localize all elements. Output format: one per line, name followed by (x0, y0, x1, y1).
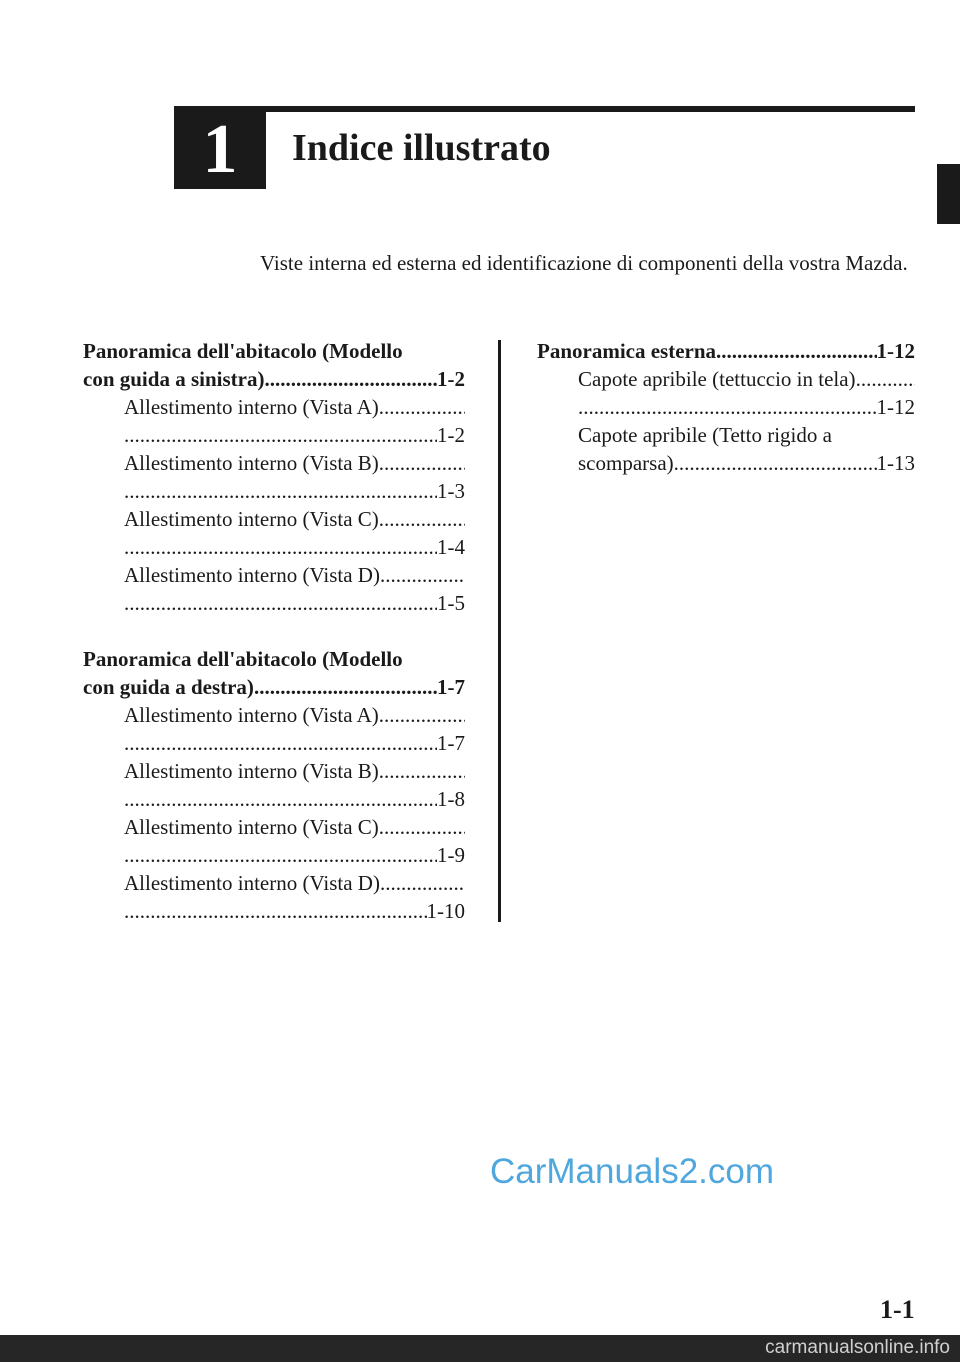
toc-main-entry-label: Panoramica esterna (537, 339, 717, 363)
toc-sub-entry-label: Allestimento interno (Vista A) (124, 703, 379, 727)
chapter-number: 1 (202, 110, 238, 188)
toc-sub-entry-label: Allestimento interno (Vista A) (124, 395, 379, 419)
toc-sub-entry-label: scomparsa) (578, 451, 674, 475)
toc-sub-entry-label: Allestimento interno (Vista C) (124, 507, 379, 531)
footer-site-label: carmanualsonline.info (765, 1337, 950, 1358)
toc-sub-entry[interactable] (83, 393, 465, 449)
toc-main-entry-label[interactable]: Panoramica dell'abitacolo (Modello (83, 339, 403, 363)
toc-right-column (537, 337, 915, 477)
toc-main-entry[interactable] (537, 337, 915, 365)
toc-leader-dots (254, 673, 437, 701)
toc-leader-dots (856, 365, 915, 393)
toc-group-spacer (83, 617, 465, 645)
toc-sub-entry-label: Allestimento interno (Vista D) (124, 871, 380, 895)
toc-sub-entry[interactable] (83, 449, 465, 505)
chapter-title: Indice illustrato (292, 127, 551, 169)
toc-main-entry-label[interactable]: Panoramica dell'abitacolo (Modello (83, 647, 403, 671)
toc-main-entry[interactable] (83, 673, 465, 701)
toc-leader-dots (716, 337, 876, 365)
chapter-header-rule (174, 106, 915, 112)
toc-page-number: 1-5 (437, 591, 465, 615)
toc-sub-entry-label: Allestimento interno (Vista D) (124, 563, 380, 587)
toc-main-entry[interactable] (83, 365, 465, 393)
toc-sub-entry[interactable] (83, 701, 465, 757)
toc-page-number: 1-2 (437, 423, 465, 447)
toc-page-number: 1-4 (437, 535, 465, 559)
toc-sub-entry-label: Allestimento interno (Vista B) (124, 759, 379, 783)
toc-sub-entry[interactable] (83, 561, 465, 617)
toc-leader-dots (124, 897, 427, 925)
toc-leader-dots (380, 869, 465, 897)
toc-leader-dots (124, 477, 437, 505)
toc-leader-dots (124, 729, 437, 757)
toc-page-number: 1-12 (876, 395, 915, 419)
toc-leader-dots (379, 701, 465, 729)
toc-page-number: 1-13 (876, 451, 915, 475)
toc-sub-entry[interactable] (83, 813, 465, 869)
site-watermark: CarManuals2.com (490, 1152, 774, 1191)
toc-leader-dots (124, 533, 437, 561)
toc-leader-dots (379, 505, 465, 533)
toc-page-number: 1-8 (437, 787, 465, 811)
toc-sub-entry[interactable] (83, 757, 465, 813)
chapter-number-badge (174, 106, 266, 189)
toc-leader-dots (380, 561, 465, 589)
toc-leader-dots (379, 757, 465, 785)
toc-leader-dots (124, 785, 437, 813)
toc-leader-dots (379, 449, 465, 477)
toc-page-number: 1-7 (437, 675, 465, 699)
chapter-intro: Viste interna ed esterna ed identificazione di componenti della vostra Mazda. (260, 251, 908, 275)
toc-page-number: 1-12 (876, 339, 915, 363)
toc-sub-entry[interactable] (83, 505, 465, 561)
toc-main-entry-label: con guida a destra) (83, 675, 254, 699)
toc-leader-dots (264, 365, 437, 393)
toc-leader-dots (379, 813, 465, 841)
toc-left-column (83, 337, 465, 925)
toc-main-entry-label: con guida a sinistra) (83, 367, 265, 391)
toc-page-number: 1-3 (437, 479, 465, 503)
toc-leader-dots (674, 449, 877, 477)
toc-sub-entry-label: Allestimento interno (Vista C) (124, 815, 379, 839)
toc-leader-dots (124, 589, 437, 617)
toc-sub-entry[interactable] (537, 421, 915, 477)
toc-leader-dots (124, 841, 437, 869)
toc-leader-dots (379, 393, 465, 421)
toc-sub-entry-label: Capote apribile (tettuccio in tela) (578, 367, 856, 391)
page-number: 1-1 (880, 1295, 915, 1324)
toc-page-number: 1-7 (437, 731, 465, 755)
toc-leader-dots (578, 393, 877, 421)
toc-leader-dots (124, 421, 437, 449)
toc-page-number: 1-10 (426, 899, 465, 923)
toc-sub-entry[interactable] (537, 365, 915, 421)
toc-page-number: 1-9 (437, 843, 465, 867)
toc-sub-entry[interactable] (83, 869, 465, 925)
toc-sub-entry-label: Allestimento interno (Vista B) (124, 451, 379, 475)
toc-page-number: 1-2 (437, 367, 465, 391)
chapter-side-tab (937, 164, 960, 224)
column-divider (498, 340, 501, 922)
toc-sub-entry-label: Capote apribile (Tetto rigido a (578, 423, 832, 447)
